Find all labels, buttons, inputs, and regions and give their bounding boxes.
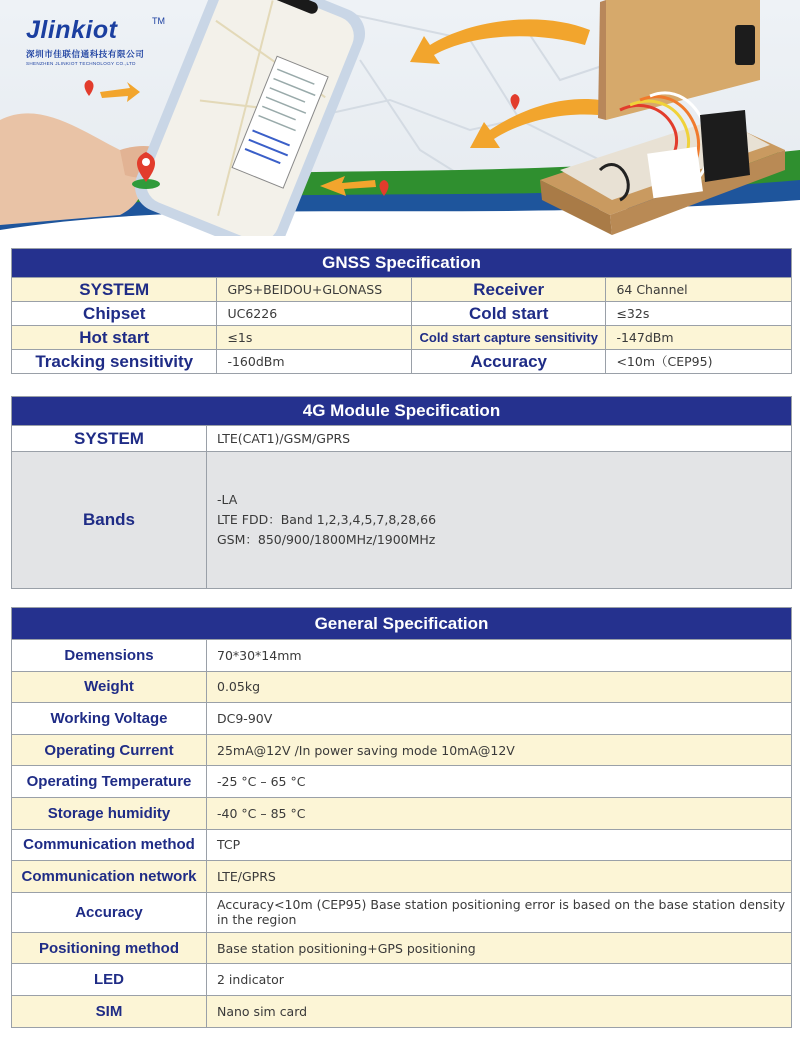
table-row — [12, 702, 791, 734]
spec-value: -147dBm — [605, 326, 791, 349]
spec-label: Accuracy — [411, 350, 605, 373]
table-row — [12, 892, 791, 932]
spec-value: Base station positioning+GPS positioning — [206, 933, 791, 964]
spec-label: Accuracy — [75, 903, 143, 921]
spec-value: LTE(CAT1)/GSM/GPRS — [206, 426, 791, 451]
spec-value: GPS+BEIDOU+GLONASS — [216, 278, 411, 301]
company-name-cn: 深圳市佳联信通科技有限公司 — [26, 50, 145, 60]
spec-label: Communication method — [23, 836, 195, 854]
table-row — [12, 734, 791, 766]
table-row — [12, 860, 791, 892]
table-row — [12, 425, 791, 451]
spec-value: 70*30*14mm — [206, 640, 791, 671]
table-row — [12, 932, 791, 964]
table-row — [12, 765, 791, 797]
table-row — [12, 829, 791, 861]
spec-label: Tracking sensitivity — [35, 351, 194, 371]
spec-label: SYSTEM — [79, 279, 150, 299]
spec-value: ≤32s — [605, 302, 791, 325]
spec-label: Chipset — [83, 303, 146, 323]
spec-label: Storage humidity — [47, 804, 171, 822]
spec-value: Accuracy<10m (CEP95) Base station positioning error is based on the base station density in the region — [206, 893, 791, 932]
spec-value: 64 Channel — [605, 278, 791, 301]
spec-value: 2 indicator — [206, 964, 791, 995]
spec-label: Receiver — [411, 278, 605, 301]
table-row — [12, 963, 791, 995]
brand-logo — [26, 16, 165, 66]
spec-value: UC6226 — [216, 302, 411, 325]
spec-label: Cold start — [411, 302, 605, 325]
gnss-title: GNSS Specification — [12, 249, 791, 277]
table-row — [12, 349, 791, 373]
hero-banner — [0, 0, 800, 236]
general-spec-table — [11, 607, 792, 1028]
module-title: 4G Module Specification — [12, 397, 791, 425]
spec-label: Operating Temperature — [26, 773, 192, 791]
spec-value: DC9-90V — [206, 703, 791, 734]
spec-label: Bands — [83, 510, 135, 529]
table-row — [12, 325, 791, 349]
module-spec-table — [11, 396, 792, 589]
spec-label: LED — [94, 971, 124, 989]
gnss-spec-table — [11, 248, 792, 374]
table-row — [12, 451, 791, 588]
logo-wordmark: Jlinkiot — [26, 16, 118, 44]
table-row — [12, 277, 791, 301]
spec-label: Positioning method — [39, 939, 179, 957]
bands-line: GSM：850/900/1800MHz/1900MHz — [217, 532, 436, 547]
spec-label: Working Voltage — [50, 709, 168, 727]
hand — [0, 113, 143, 225]
spec-value: TCP — [206, 830, 791, 861]
logo-tm: TM — [152, 16, 165, 26]
table-row — [12, 995, 791, 1027]
spec-label: Demensions — [64, 646, 154, 664]
spec-label: SYSTEM — [74, 428, 144, 448]
spec-label: SIM — [95, 1002, 123, 1020]
spec-value: Nano sim card — [206, 996, 791, 1027]
spec-value: ≤1s — [216, 326, 411, 349]
spec-value: 25mA@12V /In power saving mode 10mA@12V — [206, 735, 791, 766]
bands-value — [206, 452, 791, 588]
spec-value: -40 °C – 85 °C — [206, 798, 791, 829]
spec-label: Communication network — [21, 867, 197, 885]
spec-value: -25 °C – 65 °C — [206, 766, 791, 797]
spec-value: <10m（CEP95) — [605, 350, 791, 373]
spec-value: 0.05kg — [206, 672, 791, 703]
table-row — [12, 671, 791, 703]
spec-value: -160dBm — [216, 350, 411, 373]
table-row — [12, 639, 791, 671]
spec-label: Hot start — [79, 327, 150, 347]
general-title: General Specification — [12, 608, 791, 639]
table-row — [12, 301, 791, 325]
company-name-en: SHENZHEN JLINKIOT TECHNOLOGY CO.,LTD — [26, 61, 136, 66]
spec-label: Operating Current — [44, 741, 174, 759]
bands-line: -LA — [217, 492, 238, 507]
spec-label: Cold start capture sensitivity — [411, 326, 605, 349]
bands-line: LTE FDD：Band 1,2,3,4,5,7,8,28,66 — [217, 512, 437, 527]
spec-label: Weight — [84, 678, 134, 696]
table-row — [12, 797, 791, 829]
spec-value: LTE/GPRS — [206, 861, 791, 892]
